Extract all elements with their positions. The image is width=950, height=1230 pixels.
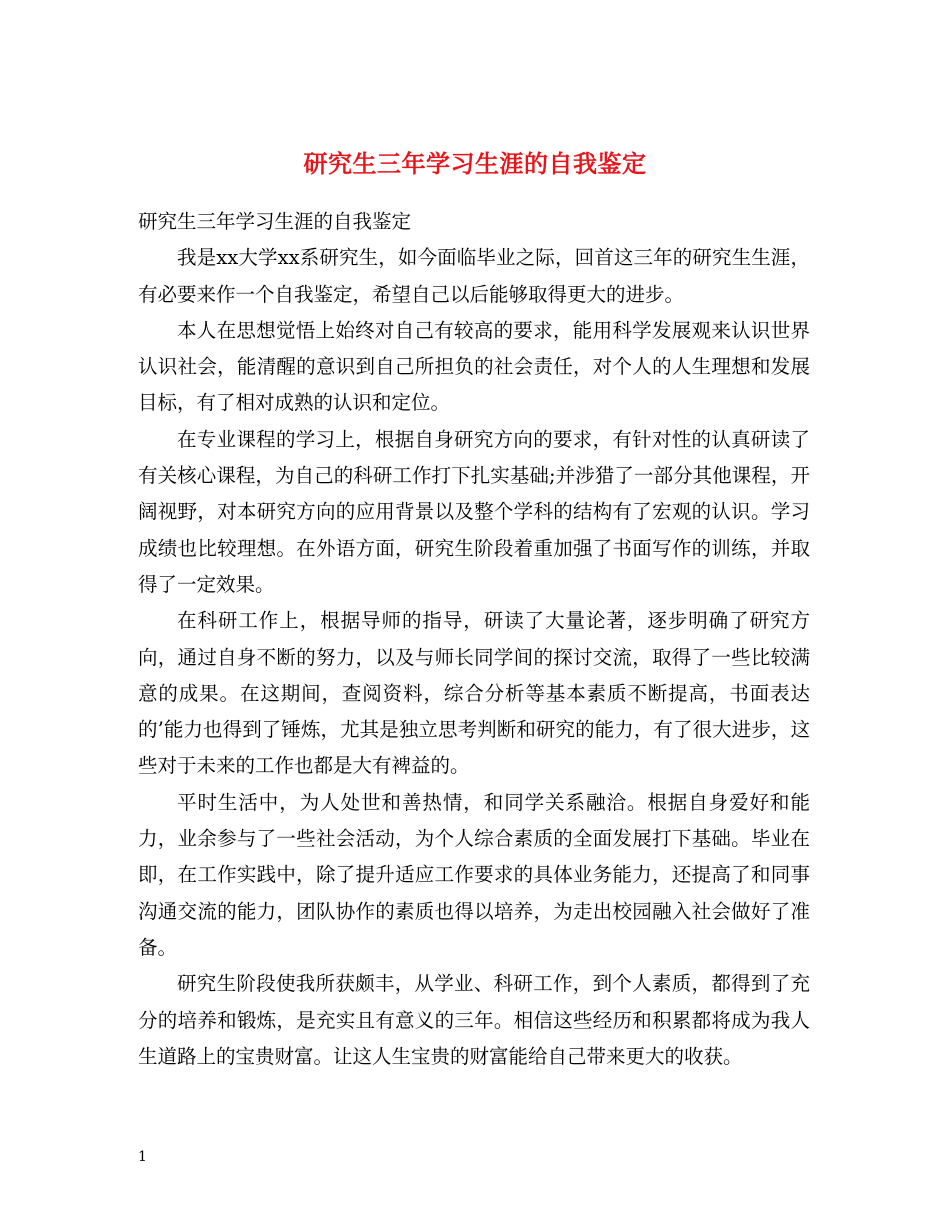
page-title: 研究生三年学习生涯的自我鉴定	[303, 149, 647, 179]
document-subtitle: 研究生三年学习生涯的自我鉴定	[138, 210, 412, 233]
paragraph-research: 在科研工作上，根据导师的指导，研读了大量论著，逐步明确了研究方向，通过自身不断的努力，以及与师长同学间的探讨交流，取得了一些比较满意的成果。在这期间，查阅资料，综合分析等基本素质不断提高，书面表达的’能力也得到了锤炼，尤其是独立思考判断和研究的能力，有了很大进步，这些对于未来的工作也都是大有裨益的。	[138, 609, 810, 778]
document-body	[138, 204, 810, 1075]
page-number: 1	[138, 1149, 147, 1165]
paragraph-daily-life: 平时生活中，为人处世和善热情，和同学关系融洽。根据自身爱好和能力，业余参与了一些社会活动，为个人综合素质的全面发展打下基础。毕业在即，在工作实践中，除了提升适应工作要求的具体业务能力，还提高了和同事沟通交流的能力，团队协作的素质也得以培养，为走出校园融入社会做好了准备。	[138, 790, 810, 959]
paragraph-intro: 我是xx大学xx系研究生，如今面临毕业之际，回首这三年的研究生生涯，有必要来作一个自我鉴定，希望自己以后能够取得更大的进步。	[138, 246, 810, 306]
paragraph-coursework: 在专业课程的学习上，根据自身研究方向的要求，有针对性的认真研读了有关核心课程，为自己的科研工作打下扎实基础;并涉猎了一部分其他课程，开阔视野，对本研究方向的应用背景以及整个学科的结构有了宏观的认识。学习成绩也比较理想。在外语方面，研究生阶段着重加强了书面写作的训练，并取得了一定效果。	[138, 427, 810, 596]
paragraph-ideology: 本人在思想觉悟上始终对自己有较高的要求，能用科学发展观来认识世界认识社会，能清醒的意识到自己所担负的社会责任，对个人的人生理想和发展目标，有了相对成熟的认识和定位。	[138, 318, 810, 415]
paragraph-conclusion: 研究生阶段使我所获颇丰，从学业、科研工作，到个人素质，都得到了充分的培养和锻炼，是充实且有意义的三年。相信这些经历和积累都将成为我人生道路上的宝贵财富。让这人生宝贵的财富能给自己带来更大的收获。	[138, 972, 810, 1068]
